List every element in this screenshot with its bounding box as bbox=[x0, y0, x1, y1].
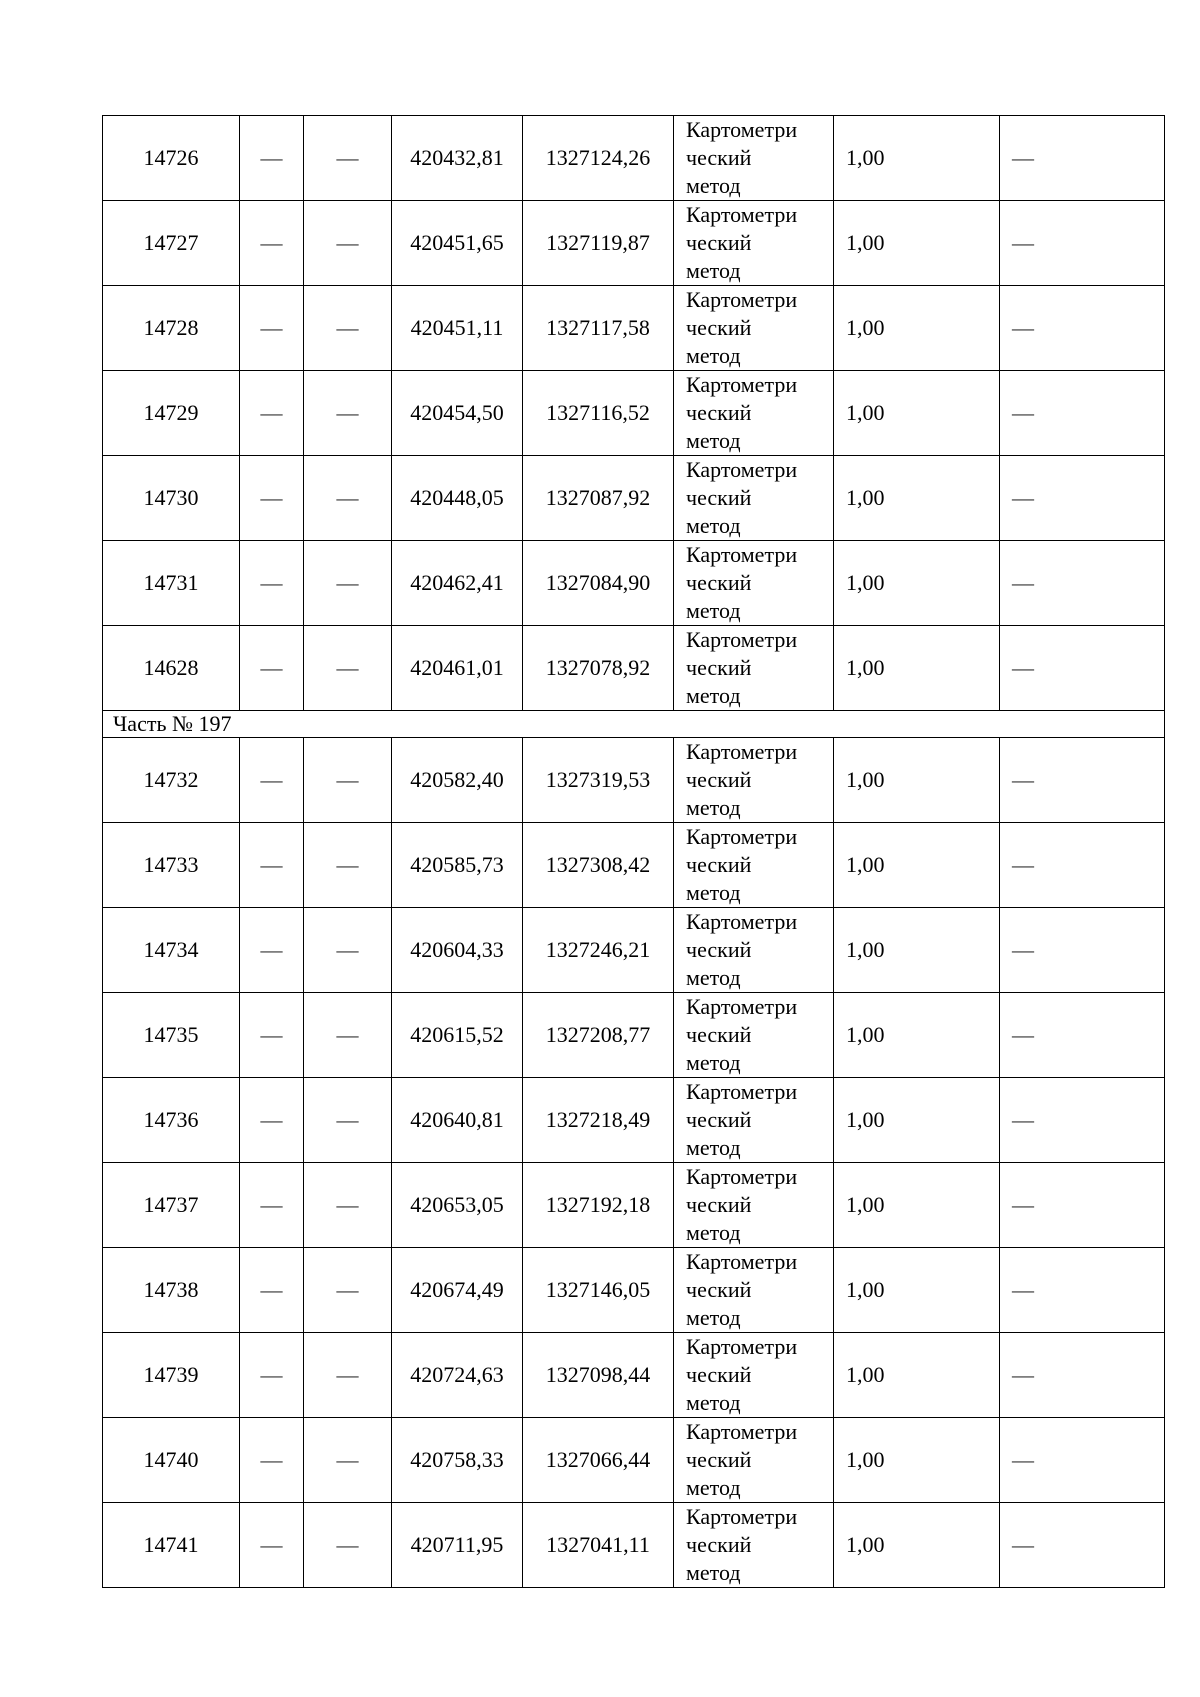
coord-x-cell: 420451,65 bbox=[392, 201, 523, 286]
method-text-line: ческий bbox=[686, 1022, 752, 1047]
coord-y-cell: 1327087,92 bbox=[523, 456, 674, 541]
coord-y-cell: 1327066,44 bbox=[523, 1418, 674, 1503]
method-cell bbox=[674, 1333, 834, 1418]
method-text-line: Картометри bbox=[686, 1249, 798, 1274]
coord-y-cell: 1327218,49 bbox=[523, 1078, 674, 1163]
coord-y-cell: 1327124,26 bbox=[523, 116, 674, 201]
accuracy-cell: 1,00 bbox=[834, 1333, 1000, 1418]
description-cell: — bbox=[1000, 993, 1165, 1078]
point-number-cell: 14735 bbox=[103, 993, 240, 1078]
coord-x-cell: 420448,05 bbox=[392, 456, 523, 541]
description-cell: — bbox=[1000, 286, 1165, 371]
empty-col-3-cell: — bbox=[304, 908, 392, 993]
table-row bbox=[103, 371, 1165, 456]
empty-col-2-cell: — bbox=[240, 1163, 304, 1248]
table-row bbox=[103, 1248, 1165, 1333]
method-text-line: метод bbox=[686, 513, 741, 538]
description-cell: — bbox=[1000, 1078, 1165, 1163]
coord-x-cell: 420653,05 bbox=[392, 1163, 523, 1248]
accuracy-cell: 1,00 bbox=[834, 1418, 1000, 1503]
method-text-line: метод bbox=[686, 1475, 741, 1500]
point-number-cell: 14730 bbox=[103, 456, 240, 541]
description-cell: — bbox=[1000, 738, 1165, 823]
point-number-cell: 14741 bbox=[103, 1503, 240, 1588]
method-text-line: ческий bbox=[686, 1447, 752, 1472]
method-text-line: Картометри bbox=[686, 1334, 798, 1359]
method-text-line: ческий bbox=[686, 400, 752, 425]
coord-y-cell: 1327041,11 bbox=[523, 1503, 674, 1588]
empty-col-3-cell: — bbox=[304, 371, 392, 456]
accuracy-cell: 1,00 bbox=[834, 1248, 1000, 1333]
coord-x-cell: 420451,11 bbox=[392, 286, 523, 371]
empty-col-3-cell: — bbox=[304, 738, 392, 823]
method-text-line: метод bbox=[686, 428, 741, 453]
method-text-line: метод bbox=[686, 598, 741, 623]
method-text-line: ческий bbox=[686, 852, 752, 877]
method-text-line: ческий bbox=[686, 485, 752, 510]
empty-col-3-cell: — bbox=[304, 116, 392, 201]
accuracy-cell: 1,00 bbox=[834, 116, 1000, 201]
point-number-cell: 14728 bbox=[103, 286, 240, 371]
method-text-line: ческий bbox=[686, 230, 752, 255]
method-text-line: ческий bbox=[686, 145, 752, 170]
empty-col-3-cell: — bbox=[304, 1333, 392, 1418]
method-text-line: ческий bbox=[686, 1107, 752, 1132]
coord-y-cell: 1327117,58 bbox=[523, 286, 674, 371]
point-number-cell: 14733 bbox=[103, 823, 240, 908]
method-text-line: Картометри bbox=[686, 627, 798, 652]
table-row bbox=[103, 541, 1165, 626]
method-text-line: метод bbox=[686, 683, 741, 708]
method-cell bbox=[674, 286, 834, 371]
method-text-line: Картометри bbox=[686, 457, 798, 482]
point-number-cell: 14739 bbox=[103, 1333, 240, 1418]
coord-x-cell: 420462,41 bbox=[392, 541, 523, 626]
method-text-line: Картометри bbox=[686, 909, 798, 934]
coord-x-cell: 420432,81 bbox=[392, 116, 523, 201]
coord-y-cell: 1327308,42 bbox=[523, 823, 674, 908]
method-text-line: ческий bbox=[686, 1277, 752, 1302]
method-text-line: Картометри bbox=[686, 202, 798, 227]
empty-col-2-cell: — bbox=[240, 908, 304, 993]
coord-x-cell: 420585,73 bbox=[392, 823, 523, 908]
coord-x-cell: 420674,49 bbox=[392, 1248, 523, 1333]
method-text-line: метод bbox=[686, 1050, 741, 1075]
coord-x-cell: 420640,81 bbox=[392, 1078, 523, 1163]
empty-col-2-cell: — bbox=[240, 823, 304, 908]
accuracy-cell: 1,00 bbox=[834, 201, 1000, 286]
coord-y-cell: 1327084,90 bbox=[523, 541, 674, 626]
description-cell: — bbox=[1000, 1503, 1165, 1588]
table-body bbox=[103, 116, 1165, 1588]
method-text-line: Картометри bbox=[686, 542, 798, 567]
method-text-line: метод bbox=[686, 173, 741, 198]
coord-x-cell: 420711,95 bbox=[392, 1503, 523, 1588]
method-text-line: ческий bbox=[686, 1532, 752, 1557]
method-text-line: Картометри bbox=[686, 287, 798, 312]
method-text-line: метод bbox=[686, 880, 741, 905]
empty-col-2-cell: — bbox=[240, 738, 304, 823]
method-text-line: метод bbox=[686, 1220, 741, 1245]
coord-y-cell: 1327116,52 bbox=[523, 371, 674, 456]
empty-col-2-cell: — bbox=[240, 1418, 304, 1503]
empty-col-2-cell: — bbox=[240, 1333, 304, 1418]
accuracy-cell: 1,00 bbox=[834, 823, 1000, 908]
empty-col-2-cell: — bbox=[240, 541, 304, 626]
table-row bbox=[103, 908, 1165, 993]
method-cell bbox=[674, 1248, 834, 1333]
method-text-line: Картометри bbox=[686, 1164, 798, 1189]
method-cell bbox=[674, 116, 834, 201]
point-number-cell: 14729 bbox=[103, 371, 240, 456]
accuracy-cell: 1,00 bbox=[834, 371, 1000, 456]
empty-col-2-cell: — bbox=[240, 626, 304, 711]
empty-col-2-cell: — bbox=[240, 1078, 304, 1163]
table-row bbox=[103, 1418, 1165, 1503]
empty-col-2-cell: — bbox=[240, 993, 304, 1078]
point-number-cell: 14740 bbox=[103, 1418, 240, 1503]
description-cell: — bbox=[1000, 1418, 1165, 1503]
method-cell bbox=[674, 201, 834, 286]
method-text-line: метод bbox=[686, 965, 741, 990]
coord-y-cell: 1327319,53 bbox=[523, 738, 674, 823]
description-cell: — bbox=[1000, 908, 1165, 993]
empty-col-3-cell: — bbox=[304, 201, 392, 286]
method-cell bbox=[674, 1418, 834, 1503]
point-number-cell: 14734 bbox=[103, 908, 240, 993]
method-text-line: ческий bbox=[686, 767, 752, 792]
method-cell bbox=[674, 541, 834, 626]
method-text-line: метод bbox=[686, 1135, 741, 1160]
method-text-line: Картометри bbox=[686, 994, 798, 1019]
method-text-line: Картометри bbox=[686, 1079, 798, 1104]
coord-y-cell: 1327146,05 bbox=[523, 1248, 674, 1333]
coord-y-cell: 1327098,44 bbox=[523, 1333, 674, 1418]
point-number-cell: 14726 bbox=[103, 116, 240, 201]
method-text-line: метод bbox=[686, 258, 741, 283]
method-cell bbox=[674, 456, 834, 541]
empty-col-3-cell: — bbox=[304, 1418, 392, 1503]
method-text-line: Картометри bbox=[686, 1504, 798, 1529]
empty-col-2-cell: — bbox=[240, 201, 304, 286]
accuracy-cell: 1,00 bbox=[834, 286, 1000, 371]
method-text-line: ческий bbox=[686, 315, 752, 340]
point-number-cell: 14628 bbox=[103, 626, 240, 711]
method-cell bbox=[674, 908, 834, 993]
coord-y-cell: 1327208,77 bbox=[523, 993, 674, 1078]
method-text-line: Картометри bbox=[686, 117, 798, 142]
empty-col-3-cell: — bbox=[304, 823, 392, 908]
table-row bbox=[103, 738, 1165, 823]
method-text-line: ческий bbox=[686, 937, 752, 962]
table-row bbox=[103, 823, 1165, 908]
method-cell bbox=[674, 371, 834, 456]
table-row bbox=[103, 993, 1165, 1078]
method-text-line: метод bbox=[686, 795, 741, 820]
accuracy-cell: 1,00 bbox=[834, 1078, 1000, 1163]
empty-col-2-cell: — bbox=[240, 456, 304, 541]
coord-y-cell: 1327078,92 bbox=[523, 626, 674, 711]
method-text-line: Картометри bbox=[686, 739, 798, 764]
method-cell bbox=[674, 626, 834, 711]
method-cell bbox=[674, 993, 834, 1078]
empty-col-3-cell: — bbox=[304, 993, 392, 1078]
coord-x-cell: 420615,52 bbox=[392, 993, 523, 1078]
method-cell bbox=[674, 1503, 834, 1588]
accuracy-cell: 1,00 bbox=[834, 1163, 1000, 1248]
accuracy-cell: 1,00 bbox=[834, 1503, 1000, 1588]
table-row bbox=[103, 1163, 1165, 1248]
section-header-row bbox=[103, 711, 1165, 738]
description-cell: — bbox=[1000, 1248, 1165, 1333]
empty-col-3-cell: — bbox=[304, 541, 392, 626]
empty-col-3-cell: — bbox=[304, 456, 392, 541]
coord-x-cell: 420582,40 bbox=[392, 738, 523, 823]
coord-x-cell: 420758,33 bbox=[392, 1418, 523, 1503]
empty-col-3-cell: — bbox=[304, 1163, 392, 1248]
description-cell: — bbox=[1000, 456, 1165, 541]
accuracy-cell: 1,00 bbox=[834, 456, 1000, 541]
table-row bbox=[103, 201, 1165, 286]
method-text-line: ческий bbox=[686, 655, 752, 680]
description-cell: — bbox=[1000, 1333, 1165, 1418]
empty-col-2-cell: — bbox=[240, 116, 304, 201]
method-cell bbox=[674, 1163, 834, 1248]
empty-col-3-cell: — bbox=[304, 626, 392, 711]
coord-x-cell: 420604,33 bbox=[392, 908, 523, 993]
coord-x-cell: 420461,01 bbox=[392, 626, 523, 711]
empty-col-2-cell: — bbox=[240, 286, 304, 371]
point-number-cell: 14727 bbox=[103, 201, 240, 286]
empty-col-3-cell: — bbox=[304, 1078, 392, 1163]
point-number-cell: 14736 bbox=[103, 1078, 240, 1163]
empty-col-3-cell: — bbox=[304, 1503, 392, 1588]
point-number-cell: 14731 bbox=[103, 541, 240, 626]
method-cell bbox=[674, 1078, 834, 1163]
coordinates-table bbox=[102, 115, 1165, 1588]
empty-col-3-cell: — bbox=[304, 286, 392, 371]
coord-x-cell: 420724,63 bbox=[392, 1333, 523, 1418]
point-number-cell: 14737 bbox=[103, 1163, 240, 1248]
table-row bbox=[103, 1333, 1165, 1418]
description-cell: — bbox=[1000, 1163, 1165, 1248]
accuracy-cell: 1,00 bbox=[834, 738, 1000, 823]
description-cell: — bbox=[1000, 371, 1165, 456]
method-text-line: Картометри bbox=[686, 372, 798, 397]
method-text-line: метод bbox=[686, 1305, 741, 1330]
table-row bbox=[103, 286, 1165, 371]
method-text-line: Картометри bbox=[686, 1419, 798, 1444]
accuracy-cell: 1,00 bbox=[834, 626, 1000, 711]
point-number-cell: 14738 bbox=[103, 1248, 240, 1333]
method-text-line: ческий bbox=[686, 570, 752, 595]
point-number-cell: 14732 bbox=[103, 738, 240, 823]
method-cell bbox=[674, 738, 834, 823]
method-text-line: метод bbox=[686, 1560, 741, 1585]
empty-col-2-cell: — bbox=[240, 1503, 304, 1588]
description-cell: — bbox=[1000, 626, 1165, 711]
method-text-line: метод bbox=[686, 1390, 741, 1415]
empty-col-2-cell: — bbox=[240, 1248, 304, 1333]
description-cell: — bbox=[1000, 823, 1165, 908]
method-text-line: ческий bbox=[686, 1192, 752, 1217]
method-text-line: ческий bbox=[686, 1362, 752, 1387]
accuracy-cell: 1,00 bbox=[834, 908, 1000, 993]
accuracy-cell: 1,00 bbox=[834, 541, 1000, 626]
table-row bbox=[103, 1503, 1165, 1588]
coord-y-cell: 1327119,87 bbox=[523, 201, 674, 286]
table-row bbox=[103, 116, 1165, 201]
accuracy-cell: 1,00 bbox=[834, 993, 1000, 1078]
table-row bbox=[103, 626, 1165, 711]
method-text-line: метод bbox=[686, 343, 741, 368]
description-cell: — bbox=[1000, 201, 1165, 286]
method-cell bbox=[674, 823, 834, 908]
coord-y-cell: 1327246,21 bbox=[523, 908, 674, 993]
empty-col-3-cell: — bbox=[304, 1248, 392, 1333]
table-row bbox=[103, 456, 1165, 541]
section-label: Часть № 197 bbox=[103, 711, 1165, 738]
coord-x-cell: 420454,50 bbox=[392, 371, 523, 456]
method-text-line: Картометри bbox=[686, 824, 798, 849]
description-cell: — bbox=[1000, 541, 1165, 626]
empty-col-2-cell: — bbox=[240, 371, 304, 456]
description-cell: — bbox=[1000, 116, 1165, 201]
table-row bbox=[103, 1078, 1165, 1163]
coord-y-cell: 1327192,18 bbox=[523, 1163, 674, 1248]
